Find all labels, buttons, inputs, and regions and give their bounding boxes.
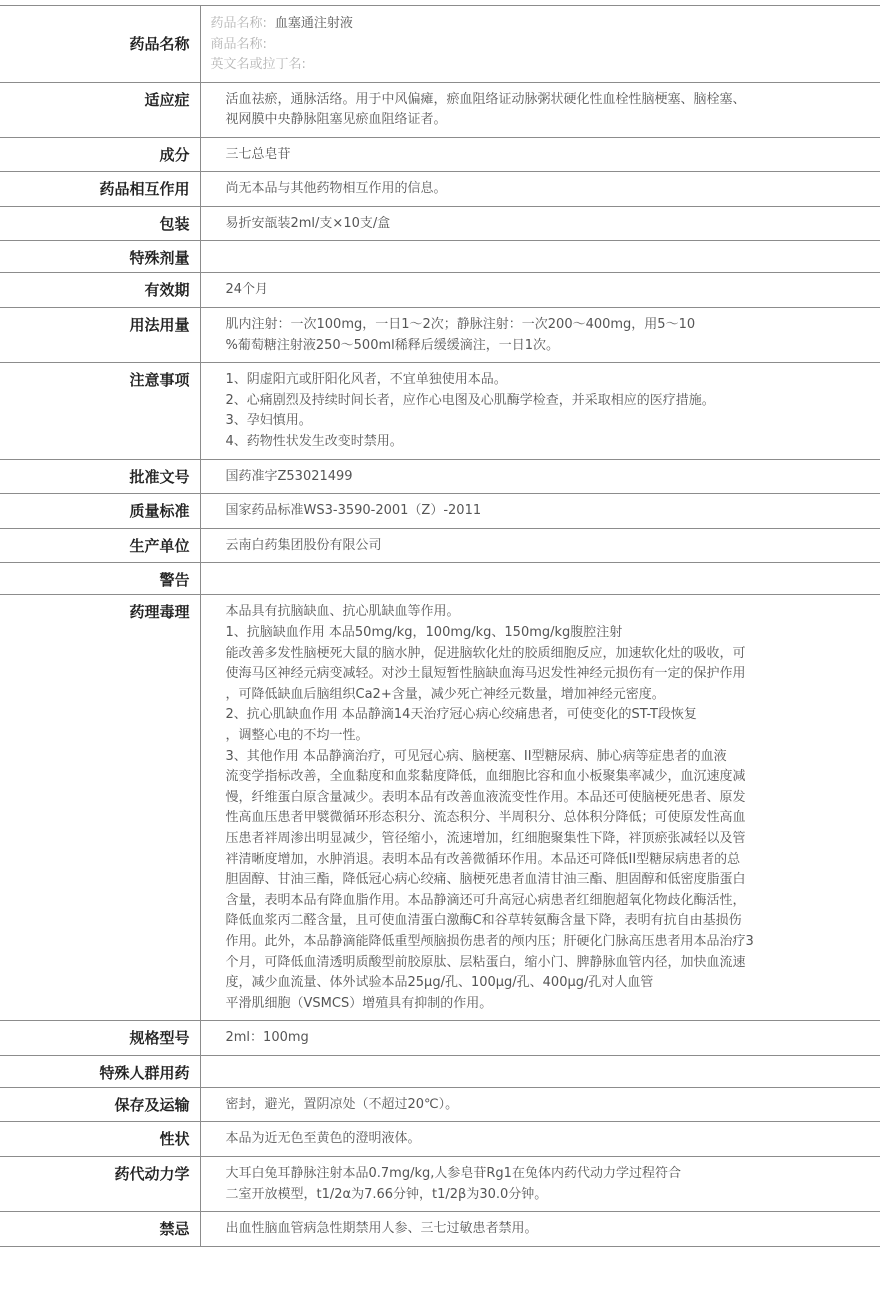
row-value: [200, 172, 880, 207]
value-line: 活血祛瘀，通脉活络。用于中风偏瘫，瘀血阻络证动脉粥状硬化性血栓性脑梗塞、脑栓塞、: [225, 91, 746, 107]
drug-info-table: [0, 5, 880, 1247]
row-value: [200, 308, 880, 363]
row-label: 生产单位: [0, 528, 200, 563]
row-label: 规格型号: [0, 1021, 200, 1056]
row-label: 用法用量: [0, 308, 200, 363]
english-name-key: 英文名或拉丁名:: [210, 57, 306, 72]
row-standard: [0, 494, 880, 529]
row-value: [200, 137, 880, 172]
row-value: [200, 494, 880, 529]
value-line: 含量，表明本品有降血脂作用。本品静滴还可升高冠心病患者红细胞超氧化物歧化酶活性，: [225, 892, 746, 908]
row-special-population: [0, 1055, 880, 1087]
value-line: 易折安瓿装2ml/支×10支/盒: [225, 215, 391, 231]
row-value: [200, 528, 880, 563]
value-line: 本品为近无色至黄色的澄明液体。: [225, 1131, 421, 1147]
value-line: 1、阴虚阳亢或肝阳化风者，不宜单独使用本品。: [225, 372, 507, 388]
value-line: 二室开放模型，t1/2α为7.66分钟，t1/2β为30.0分钟。: [225, 1186, 548, 1202]
row-value: [200, 363, 880, 459]
value-line: 流变学指标改善，全血黏度和血浆黏度降低，血细胞比容和血小板聚集率减少，血沉速度减: [225, 769, 746, 785]
row-label: 药品名称: [0, 6, 200, 83]
row-value: [200, 563, 880, 595]
value-line: 尚无本品与其他药物相互作用的信息。: [225, 181, 447, 197]
value-line: 度，减少血流量、体外试验本品25μg/孔、100μg/孔、400μg/孔对人血管: [225, 975, 654, 991]
row-value: [200, 1055, 880, 1087]
value-line: 2、抗心肌缺血作用 本品静滴14天治疗冠心病心绞痛患者，可使变化的ST-T段恢复: [225, 707, 697, 723]
value-line: 3、孕妇慎用。: [225, 413, 312, 429]
row-label: 注意事项: [0, 363, 200, 459]
drug-info-sheet: [0, 5, 880, 1247]
value-line: ，调整心电的不均一性。: [225, 727, 369, 743]
value-line: 胆固醇、甘油三酯，降低冠心病心绞痛、脑梗死患者血清甘油三酯、胆固醇和低密度脂蛋白: [225, 872, 746, 888]
value-line: 2、心痛剧烈及持续时间长者，应作心电图及心肌酶学检查，并采取相应的医疗措施。: [225, 392, 715, 408]
row-precautions: [0, 363, 880, 459]
generic-name-value: 血塞通注射液: [274, 16, 353, 31]
row-label: 成分: [0, 137, 200, 172]
value-line: 2ml：100mg: [225, 1030, 309, 1046]
value-line: 国家药品标准WS3-3590-2001（Z）-2011: [225, 503, 482, 519]
value-line: 性高血压患者甲襞微循环形态积分、流态积分、半周积分、总体积分降低；可使原发性高血: [225, 810, 746, 826]
row-value: [200, 1212, 880, 1247]
row-special-dose: [0, 241, 880, 273]
row-value: [200, 273, 880, 308]
trade-name-line: [211, 35, 801, 56]
row-value: [200, 1087, 880, 1122]
value-line: 视网膜中央静脉阻塞见瘀血阻络证者。: [225, 112, 447, 128]
row-ingredients: [0, 137, 880, 172]
row-label: 药理毒理: [0, 595, 200, 1021]
row-validity: [0, 273, 880, 308]
value-line: 云南白药集团股份有限公司: [225, 537, 382, 553]
value-line: 压患者袢周渗出明显减少，管径缩小，流速增加，红细胞聚集性下降，袢顶瘀张减轻以及管: [225, 830, 746, 846]
value-line: 1、抗脑缺血作用 本品50mg/kg，100mg/kg、150mg/kg腹腔注射: [225, 625, 623, 640]
value-line: 使海马区神经元病变减轻。对沙土鼠短暂性脑缺血海马迟发性神经元损伤有一定的保护作用: [225, 666, 746, 682]
generic-name-line: [211, 14, 801, 35]
value-line: 24个月: [225, 282, 269, 298]
value-line: 本品具有抗脑缺血、抗心肌缺血等作用。: [225, 604, 460, 620]
trade-name-key: 商品名称:: [210, 36, 267, 52]
row-interactions: [0, 172, 880, 207]
row-label: 警告: [0, 563, 200, 595]
value-line: 3、其他作用 本品静滴治疗，可见冠心病、脑梗塞、II型糖尿病、肺心病等症患者的血液: [225, 748, 727, 764]
row-spec: [0, 1021, 880, 1056]
row-label: 禁忌: [0, 1212, 200, 1247]
row-drug-name: [0, 6, 880, 83]
english-name-line: [211, 55, 801, 76]
value-line: 密封，避光，置阴凉处（不超过20℃）。: [225, 1096, 459, 1112]
row-label: 药代动力学: [0, 1157, 200, 1212]
row-value: [200, 595, 880, 1021]
value-line: 肌内注射：一次100mg，一日1～2次；静脉注射：一次200～400mg，用5～10: [225, 317, 696, 333]
value-line: 平滑肌细胞（VSMCS）增殖具有抑制的作用。: [225, 995, 493, 1011]
value-line: %葡萄糖注射液250～500ml稀释后缓缓滴注，一日1次。: [225, 337, 560, 353]
row-value: [200, 1021, 880, 1056]
name-values: [200, 6, 880, 83]
row-value: [200, 206, 880, 241]
row-value: [200, 1122, 880, 1157]
row-label: 适应症: [0, 82, 200, 137]
row-pharmacokinetics: [0, 1157, 880, 1212]
value-line: 作用。此外，本品静滴能降低重型颅脑损伤患者的颅内压；肝硬化门脉高压患者用本品治疗3: [225, 933, 754, 949]
value-line: 出血性脑血管病急性期禁用人参、三七过敏患者禁用。: [225, 1221, 538, 1237]
value-line: 大耳白兔耳静脉注射本品0.7mg/kg,人参皂苷Rg1在兔体内药代动力学过程符合: [225, 1166, 681, 1182]
row-indications: [0, 82, 880, 137]
row-label: 特殊剂量: [0, 241, 200, 273]
row-label: 保存及运输: [0, 1087, 200, 1122]
value-line: 袢清晰度增加，水肿消退。表明本品有改善微循环作用。本品还可降低II型糖尿病患者的总: [225, 851, 741, 867]
row-package: [0, 206, 880, 241]
row-storage: [0, 1087, 880, 1122]
row-dosage: [0, 308, 880, 363]
value-line: 三七总皂苷: [225, 146, 291, 162]
value-line: 4、药物性状发生改变时禁用。: [225, 434, 403, 450]
row-value: [200, 241, 880, 273]
drug-info-table-body: [0, 6, 880, 1247]
row-label: 特殊人群用药: [0, 1055, 200, 1087]
row-value: [200, 82, 880, 137]
generic-name-key: 药品名称:: [210, 16, 267, 31]
row-pharmacology: [0, 595, 880, 1021]
row-value: [200, 459, 880, 494]
value-line: 能改善多发性脑梗死大鼠的脑水肿，促进脑软化灶的胶质细胞反应，加速软化灶的吸收，可: [225, 645, 746, 661]
row-label: 有效期: [0, 273, 200, 308]
row-label: 包装: [0, 206, 200, 241]
row-label: 药品相互作用: [0, 172, 200, 207]
value-line: 国药准字Z53021499: [225, 468, 353, 484]
row-label: 质量标准: [0, 494, 200, 529]
row-label: 批准文号: [0, 459, 200, 494]
value-line: 降低血浆丙二醛含量，且可使血清蛋白激酶C和谷草转氨酶含量下降，表明有抗自由基损伤: [225, 913, 742, 929]
row-approval: [0, 459, 880, 494]
row-label: 性状: [0, 1122, 200, 1157]
row-manufacturer: [0, 528, 880, 563]
value-line: 慢，纤维蛋白原含量减少。表明本品有改善血液流变性作用。本品还可使脑梗死患者、原发: [225, 789, 746, 805]
row-warning: [0, 563, 880, 595]
row-appearance: [0, 1122, 880, 1157]
row-value: [200, 1157, 880, 1212]
value-line: ，可降低缺血后脑组织Ca2+含量，减少死亡神经元数量，增加神经元密度。: [225, 686, 665, 702]
row-contraindications: [0, 1212, 880, 1247]
value-line: 个月，可降低血清透明质酸型前胶原肽、层粘蛋白，缩小门、脾静脉血管内径，加快血流速: [225, 954, 746, 970]
